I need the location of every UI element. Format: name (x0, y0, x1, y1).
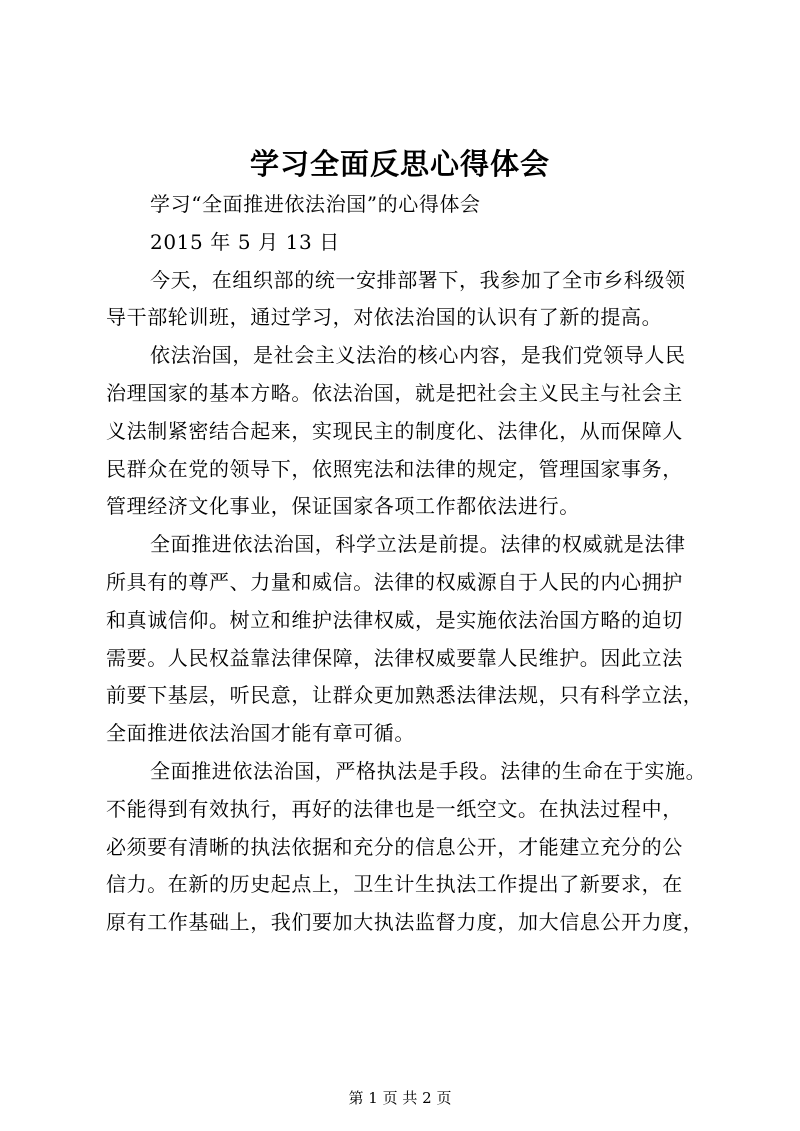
paragraph-line: 依法治国，是社会主义法治的核心内容，是我们党领导人民 (150, 343, 686, 368)
paragraph-line: 义法制紧密结合起来，实现民主的制度化、法律化，从而保障人 (106, 418, 683, 443)
paragraph-line: 必须要有清晰的执法依据和充分的信息公开，才能建立充分的公 (106, 834, 683, 859)
paragraph-line: 导干部轮训班，通过学习，对依法治国的认识有了新的提高。 (106, 305, 663, 330)
paragraph-line: 今天，在组织部的统一安排部署下，我参加了全市乡科级领 (150, 267, 686, 292)
document-body (106, 186, 712, 942)
paragraph-line: 全面推进依法治国，严格执法是手段。法律的生命在于实施。 (150, 758, 707, 783)
paragraph-line: 和真诚信仰。树立和维护法律权威，是实施依法治国方略的迫切 (106, 607, 683, 632)
paragraph-line: 全面推进依法治国才能有章可循。 (106, 721, 415, 746)
paragraph-line: 原有工作基础上，我们要加大执法监督力度，加大信息公开力度， (106, 910, 704, 935)
paragraph-line: 前要下基层，听民意，让群众更加熟悉法律法规，只有科学立法， (106, 683, 704, 708)
subtitle-line: 学习“全面推进依法治国”的心得体会 (150, 192, 481, 216)
document-title: 学习全面反思心得体会 (249, 147, 550, 181)
paragraph-line: 需要。人民权益靠法律保障，法律权威要靠人民维护。因此立法 (106, 645, 683, 670)
date-line: 2015 年 5 月 13 日 (150, 229, 340, 254)
paragraph-line: 不能得到有效执行，再好的法律也是一纸空文。在执法过程中， (106, 796, 683, 821)
paragraph-line: 治理国家的基本方略。依法治国，就是把社会主义民主与社会主 (106, 380, 683, 405)
paragraph-line: 民群众在党的领导下，依照宪法和法律的规定，管理国家事务， (106, 456, 683, 481)
paragraph-line: 全面推进依法治国，科学立法是前提。法律的权威就是法律 (150, 532, 686, 557)
page-number-footer: 第 1 页 共 2 页 (348, 1089, 452, 1107)
paragraph-line: 所具有的尊严、力量和威信。法律的权威源自于人民的内心拥护 (106, 569, 683, 594)
paragraph-line: 管理经济文化事业，保证国家各项工作都依法进行。 (106, 494, 580, 519)
paragraph-line: 信力。在新的历史起点上，卫生计生执法工作提出了新要求，在 (106, 872, 683, 897)
